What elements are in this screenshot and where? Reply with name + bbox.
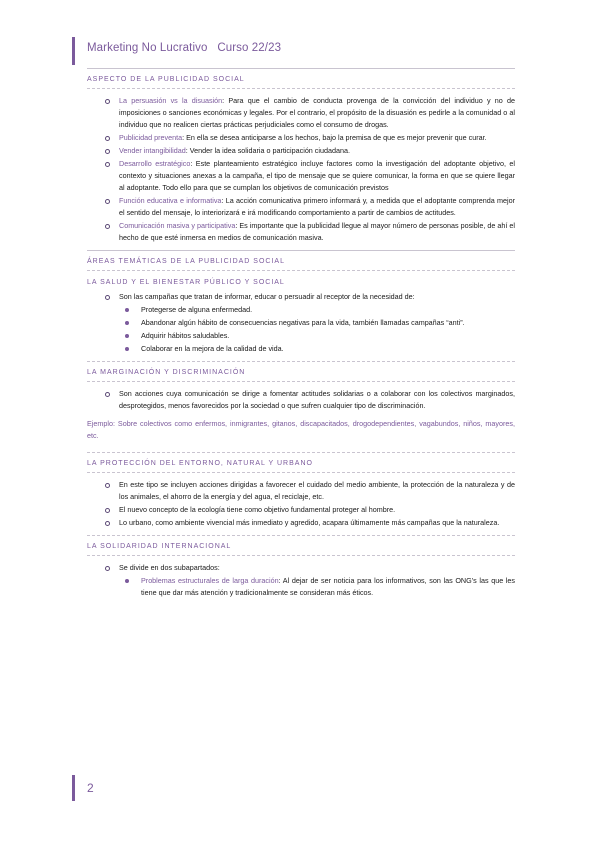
item-text: : Vender la idea solidaria o participación ciudadana. — [185, 146, 350, 155]
item-text: : Para que el cambio de conducta provenga de la convicción del individuo y no de imposiciones o sanciones económicas y legales. Por el contrario, el propósito de la disuasión es pedirle a la comunidad o al individuo que no realicen ciertas prácticas perjudiciales como el consumo de drogas. — [119, 96, 516, 129]
list-item: En este tipo se incluyen acciones dirigidas a favorecer el cuidado del medio ambiente, la protección de la naturaleza y de los animales, el ahorro de la energía y del agua, el reciclaje, etc. — [87, 479, 515, 503]
list-item — [87, 220, 515, 244]
list-item — [87, 95, 515, 131]
item-term: Comunicación masiva y participativa — [119, 221, 236, 230]
aspecto-list — [87, 95, 515, 244]
item-text: : Al dejar de ser noticia para los informativos, son las ONG’s las que les tiene que dar más atención y tradicionalmente se consideran más éticos. — [141, 576, 516, 597]
item-text: : Es importante que la publicidad llegue al mayor número de personas posible, de ahí el hecho de que esté inmersa en medios de comunicación masiva. — [119, 221, 515, 242]
list-item — [87, 291, 515, 355]
salud-list — [87, 291, 515, 355]
section-title-salud: LA SALUD Y EL BIENESTAR PÚBLICO Y SOCIAL — [87, 279, 285, 286]
sublist-item: Adquirir hábitos saludables. — [119, 330, 515, 342]
marginacion-list — [87, 388, 515, 412]
item-term: La persuasión vs la disuasión — [119, 96, 223, 105]
list-item: El nuevo concepto de la ecología tiene como objetivo fundamental proteger al hombre. — [87, 504, 515, 516]
footer-accent-bar — [72, 775, 75, 801]
item-text: : La acción comunicativa primero informará y, a medida que el adoptante comprenda mejor el sentido del mensaje, lo interiorizará e irá modificando comportamiento a partir de cambios de actitudes. — [119, 196, 515, 217]
item-term: Problemas estructurales de larga duración — [141, 576, 279, 585]
salud-sublist — [119, 304, 515, 355]
item-text: : En ella se desea anticiparse a los hechos, bajo la premisa de que es mejor prevenir que curar. — [182, 133, 487, 142]
list-item — [87, 132, 515, 144]
item-text: Se divide en dos subapartados: — [119, 563, 220, 572]
solidaridad-sublist — [119, 575, 515, 599]
example-text: Ejemplo: Sobre colectivos como enfermos, inmigrantes, gitanos, discapacitados, drogodependientes, vagabundos, niños, mayores, etc. — [87, 419, 515, 440]
sublist-item: Protegerse de alguna enfermedad. — [119, 304, 515, 316]
list-item: Lo urbano, como ambiente vivencial más inmediato y agredido, acapara últimamente más campañas que la naturaleza. — [87, 517, 515, 529]
item-term: Desarrollo estratégico — [119, 159, 191, 168]
item-term: Función educativa e informativa — [119, 196, 222, 205]
list-item — [87, 195, 515, 219]
list-item — [87, 158, 515, 194]
sublist-item: Abandonar algún hábito de consecuencias negativas para la vida, también llamadas campañas “anti”. — [119, 317, 515, 329]
item-text: Son las campañas que tratan de informar, educar o persuadir al receptor de la necesidad de: — [119, 292, 415, 301]
proteccion-list — [87, 479, 515, 529]
item-term: Vender intangibilidad — [119, 146, 186, 155]
section-title-solidaridad: LA SOLIDARIDAD INTERNACIONAL — [87, 535, 515, 556]
section-title-marginacion: LA MARGINACIÓN Y DISCRIMINACIÓN — [87, 361, 515, 382]
list-item: Son acciones cuya comunicación se dirige a fomentar actitudes solidarias o a colaborar con los colectivos marginados, desprotegidos, menos favorecidos por la sociedad o que sufren cualquier tipo de discriminación. — [87, 388, 515, 412]
sublist-item — [119, 575, 515, 599]
sublist-item: Colaborar en la mejora de la calidad de vida. — [119, 343, 515, 355]
section-title-areas: ÁREAS TEMÁTICAS DE LA PUBLICIDAD SOCIAL — [87, 250, 515, 271]
page-content — [87, 68, 515, 600]
item-term: Publicidad preventa — [119, 133, 183, 142]
section-title-proteccion: LA PROTECCIÓN DEL ENTORNO, NATURAL Y URBANO — [87, 452, 515, 473]
page-number: 2 — [87, 781, 94, 795]
section-title-aspecto: ASPECTO DE LA PUBLICIDAD SOCIAL — [87, 68, 515, 89]
solidaridad-list — [87, 562, 515, 599]
list-item — [87, 562, 515, 599]
header-title: Marketing No Lucrativo Curso 22/23 — [87, 42, 282, 54]
header-accent-bar — [72, 37, 75, 65]
list-item — [87, 145, 515, 157]
item-text: : Este planteamiento estratégico incluye factores como la investigación del adoptante objetivo, el contexto y situaciones anexas a la campaña, el tipo de mensaje que se quiere comunicar, la forma en que se quiere llegar al adoptante. Todo ello para que se cumplan los objetivos de comunicación previstos — [119, 159, 515, 192]
